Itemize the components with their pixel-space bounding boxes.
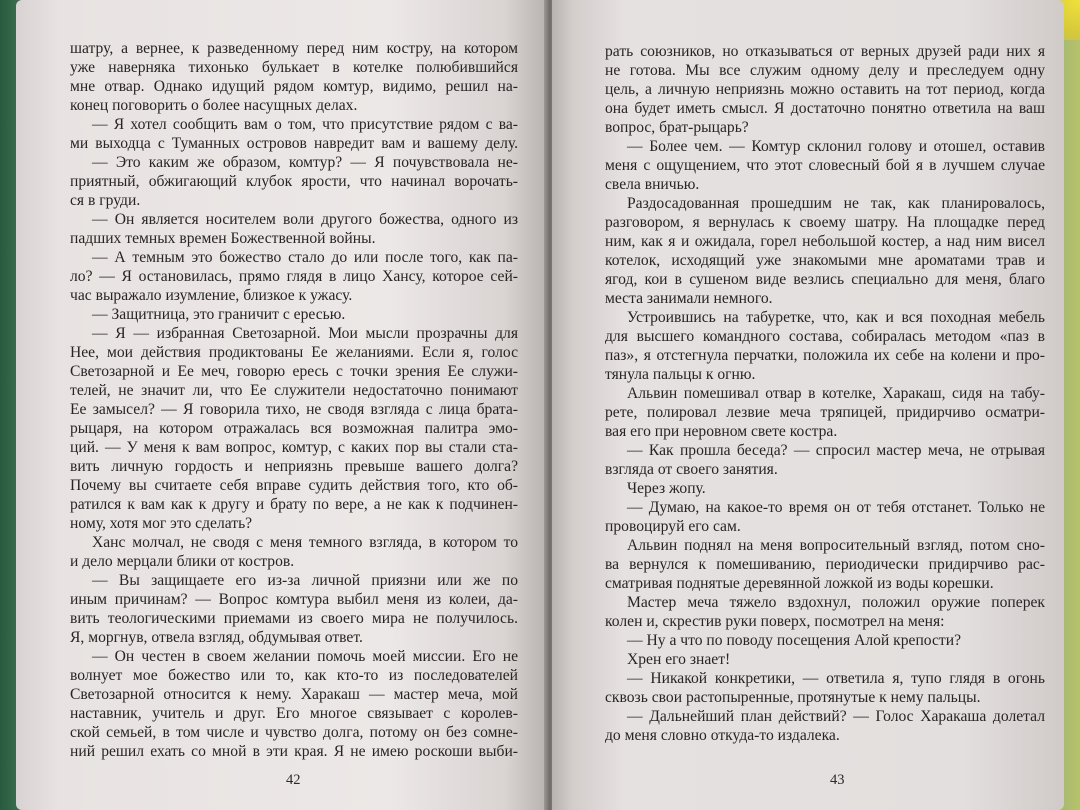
text-line: — Дальнейший план действий? — Голос Харакаша долетал — [627, 708, 1045, 725]
left-page-text — [70, 39, 518, 761]
text-line: ми выходца с Туманных островов навредит вам и вашему делу. — [70, 135, 518, 152]
text-line: ской семьей, в том числе и чувство долга, потому он без сомне- — [70, 724, 518, 741]
text-line: Ее замысел? — Я говорила тихо, не сводя взгляда с лица брата- — [70, 401, 518, 418]
text-line: волнует мое божество или то, как кто-то из последователей — [70, 667, 518, 684]
text-line: наставник, учитель и друг. Его многое связывает с королев- — [70, 705, 518, 722]
text-line: — Вы защищаете его из-за личной приязни или же по — [92, 572, 518, 589]
text-line: ний решил ехать со мной в эти края. Я не имею роскоши выби- — [70, 743, 518, 760]
text-line: иным причинам? — Вопрос комтура выбил меня из колеи, да- — [70, 591, 518, 608]
text-line: мне отвар. Однако идущий рядом комтур, видимо, решил на- — [70, 78, 518, 95]
text-line: ратился к вам как к другу и брату по вере, а не как к подчинен- — [70, 496, 518, 513]
text-line: взгляда от своего занятия. — [605, 461, 778, 478]
text-line: рыцаря, на котором отражалась вся возможная палитра эмо- — [70, 420, 518, 437]
text-line: вопрос, брат-рыцарь? — [605, 119, 749, 136]
text-line: — Защитница, это граничит с ересью. — [92, 306, 346, 323]
text-line: вая его при неровном свете костра. — [605, 423, 838, 440]
text-line: Раздосадованная прошедшим не так, как планировалось, — [627, 195, 1045, 212]
text-line: провоцируй его сам. — [605, 518, 741, 535]
text-line: Ханс молчал, не сводя с меня темного взгляда, в котором то — [92, 534, 518, 551]
text-line: — Думаю, на какое-то время он от тебя отстанет. Только не — [627, 499, 1045, 516]
text-line: — Он честен в своем желании помочь моей миссии. Его не — [92, 648, 518, 665]
text-line: ся в груди. — [70, 192, 141, 209]
text-line: Через жопу. — [627, 480, 706, 497]
text-line: конец поговорить о более насущных делах. — [70, 97, 358, 114]
text-line: — Как прошла беседа? — спросил мастер меча, не отрывая — [627, 442, 1045, 459]
text-line: ва вернулся к помешиванию, периодически придирчиво рас- — [605, 556, 1045, 573]
right-page — [552, 0, 1064, 810]
text-line: Светозарной и Ее меч, говорю ересь с точки зрения Ее служи- — [70, 363, 518, 380]
text-line: уже наверняка тихонько булькает в котелке полюбившийся — [70, 59, 518, 76]
text-line: цель, а личную неприязнь можно оставить на тот период, когда — [605, 81, 1045, 98]
right-page-text — [605, 42, 1045, 745]
text-line: — Более чем. — Комтур склонил голову и отошел, оставив — [627, 138, 1045, 155]
text-line: — А темным это божество стало до или после того, как па- — [92, 249, 518, 266]
text-line: Светозарной относится к нему. Харакаш — мастер меча, мой — [70, 686, 518, 703]
text-line: Нее, мои действия продиктованы Ее желаниями. Если я, голос — [70, 344, 518, 361]
text-line: приятный, обжигающий клубок ярости, что начинал ворочать- — [70, 173, 518, 190]
text-line: рать союзников, но отказываться от верных друзей ради них я — [605, 43, 1045, 60]
text-line: котелок, исходящий уже знакомыми мне ароматами трав и — [605, 252, 1045, 269]
left-page-number: 42 — [286, 772, 301, 788]
text-line: меня с ощущением, что этот словесный бой я в лучшем случае — [605, 157, 1045, 174]
text-line: — Он является носителем воли другого божества, одного из — [92, 211, 518, 228]
text-line: ций. — У меня к вам вопрос, комтур, с каких пор вы стали ста- — [70, 439, 518, 456]
text-line: и дело мерцали блики от костров. — [70, 553, 295, 570]
text-line: ло? — Я остановилась, прямо глядя в лицо Хансу, которое сей- — [70, 268, 518, 285]
text-line: места занимали немного. — [605, 290, 773, 307]
text-line: Мастер меча тяжело вздохнул, положил оружие поперек — [627, 594, 1045, 611]
text-line: — Я хотел сообщить вам о том, что присутствие рядом с ва- — [92, 116, 518, 133]
text-line: Хрен его знает! — [627, 651, 731, 668]
text-line: тянула пальцы к огню. — [605, 366, 756, 383]
text-line: колен и, скрестив руки поверх, посмотрел на меня: — [605, 613, 945, 630]
text-line: сквозь свои растопыренные, протянутые к нему пальцы. — [605, 689, 981, 706]
text-line: ному, хотя мог это сделать? — [70, 515, 253, 532]
text-line: Альвин помешивал отвар в котелке, Харакаш, сидя на табу- — [627, 385, 1045, 402]
text-line: падших темных времен Божественной войны. — [70, 230, 376, 247]
text-line: до меня словно откуда-то издалека. — [605, 727, 840, 744]
text-line: ягод, кои в сушеном виде везлись специально для меня, благо — [605, 271, 1045, 288]
text-line: Я, моргнув, отвела взгляд, обдумывая ответ. — [70, 629, 363, 646]
text-line: — Я — избранная Светозарной. Мои мысли прозрачны для — [92, 325, 518, 342]
right-page-number: 43 — [830, 772, 845, 788]
text-line: Почему вы считаете себя вправе судить действия того, кто об- — [70, 477, 518, 494]
text-line: свела вничью. — [605, 176, 700, 193]
text-line: для высшего командного состава, собиралась методом «паз в — [605, 328, 1045, 345]
text-line: телей, не значит ли, что Ее служители недостаточно понимают — [70, 382, 518, 399]
text-line: не готова. Мы все служим одному делу и преследуем одну — [605, 62, 1045, 79]
text-line: сматривая поднятые деревянной ложкой из воды корешки. — [605, 575, 994, 592]
text-line: вить теологическими приемами из своего мира не получилось. — [70, 610, 518, 627]
text-line: рете, полировал лезвие меча тряпицей, придирчиво осматри- — [605, 404, 1045, 421]
left-page — [16, 0, 548, 810]
text-line: Устроившись на табуретке, что, как и вся походная мебель — [627, 309, 1045, 326]
text-line: — Это каким же образом, комтур? — Я почувствовала не- — [92, 154, 518, 171]
text-line: она будет иметь смысл. Я достаточно понятно ответила на ваш — [605, 100, 1045, 117]
text-line: шатру, а вернее, к разведенному перед ним костру, на котором — [70, 40, 518, 57]
text-line: ним, как я и ожидала, горел небольшой костер, а над ним висел — [605, 233, 1045, 250]
text-line: — Никакой конкретики, — ответила я, тупо глядя в огонь — [627, 670, 1045, 687]
text-line: вить личную гордость и неприязнь превыше вашего долга? — [70, 458, 518, 475]
text-line: паз», я отстегнула перчатки, положила их себе на колени и про- — [605, 347, 1045, 364]
text-line: разговором, я вернулась к своему шатру. На площадке перед — [605, 214, 1045, 231]
text-line: час выражало изумление, близкое к ужасу. — [70, 287, 353, 304]
text-line: Альвин поднял на меня вопросительный взгляд, потом сно- — [627, 537, 1045, 554]
text-line: — Ну а что по поводу посещения Алой крепости? — [627, 632, 961, 649]
